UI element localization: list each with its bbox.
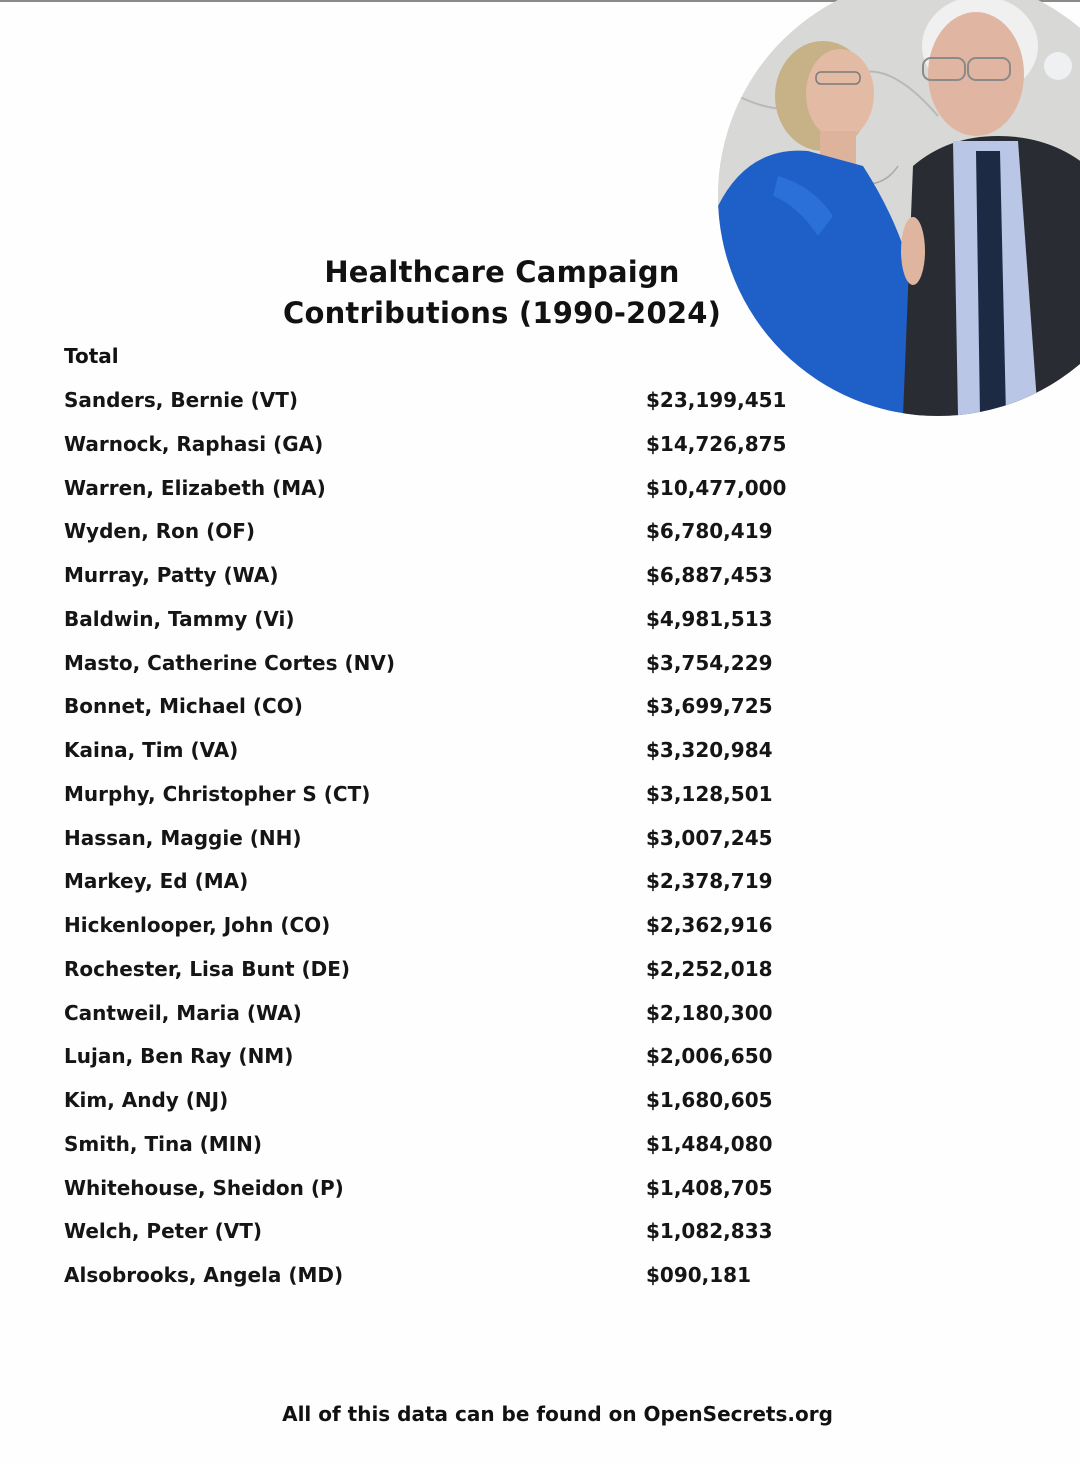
row-name: Masto, Catherine Cortes (NV) [64, 650, 395, 675]
source-footnote: All of this data can be found on OpenSecrets.org [282, 1402, 833, 1426]
title-line-2: Contributions (1990-2024) [282, 296, 722, 330]
row-amount: $090,181 [646, 1263, 752, 1287]
row-name: Welch, Peter (VT) [64, 1219, 262, 1244]
row-amount: $6,780,419 [646, 519, 773, 544]
table-row [64, 735, 824, 779]
row-name: Smith, Tina (MIN) [64, 1131, 263, 1156]
table-row [64, 1173, 824, 1217]
row-amount: $3,754,229 [646, 650, 773, 675]
table-row [64, 1129, 824, 1173]
row-amount: $1,408,705 [646, 1175, 773, 1200]
table-row [64, 604, 824, 648]
table-row [64, 1041, 824, 1085]
table-row [64, 998, 824, 1042]
row-name: Cantweil, Maria (WA) [64, 1000, 302, 1025]
row-amount: $1,484,080 [646, 1131, 773, 1156]
senators-photo [718, 0, 1080, 416]
table-row [64, 648, 824, 692]
row-name: Wyden, Ron (OF) [64, 519, 256, 544]
row-name: Sanders, Bernie (VT) [64, 388, 299, 412]
row-amount: $3,128,501 [646, 781, 773, 806]
table-row [64, 1216, 824, 1260]
row-amount: $6,887,453 [646, 563, 773, 587]
row-amount: $3,320,984 [646, 738, 773, 762]
row-amount: $2,252,018 [646, 956, 773, 981]
table-row [64, 1260, 824, 1304]
table-row [64, 516, 824, 560]
row-name: Baldwin, Tammy (Vi) [64, 606, 295, 631]
row-amount: $2,362,916 [646, 913, 773, 937]
row-name: Hickenlooper, John (CO) [64, 913, 331, 937]
table-row [64, 823, 824, 867]
table-row [64, 429, 824, 473]
row-name: Kim, Andy (NJ) [64, 1088, 229, 1112]
row-amount: $23,199,451 [646, 388, 787, 412]
row-amount: $1,082,833 [646, 1219, 773, 1244]
chart-title [0, 252, 1004, 334]
table-row [64, 1085, 824, 1129]
row-amount: $1,680,605 [646, 1088, 773, 1112]
row-name: Whitehouse, Sheidon (P) [64, 1175, 344, 1200]
row-name: Rochester, Lisa Bunt (DE) [64, 956, 351, 981]
table-row [64, 866, 824, 910]
table-row [64, 385, 824, 429]
row-name: Hassan, Maggie (NH) [64, 825, 302, 850]
row-name: Markey, Ed (MA) [64, 869, 249, 894]
row-amount: $14,726,875 [646, 431, 787, 456]
column-header-total: Total [64, 344, 119, 368]
row-name: Murphy, Christopher S (CT) [64, 781, 371, 806]
row-amount: $10,477,000 [646, 475, 787, 500]
row-name: Alsobrooks, Angela (MD) [64, 1263, 344, 1287]
table-row [64, 954, 824, 998]
table-row [64, 560, 824, 604]
title-line-1: Healthcare Campaign [324, 255, 680, 289]
row-amount: $2,006,650 [646, 1044, 773, 1069]
row-name: Lujan, Ben Ray (NM) [64, 1044, 294, 1069]
table-row [64, 779, 824, 823]
table-row [64, 473, 824, 517]
row-name: Murray, Patty (WA) [64, 563, 279, 587]
row-amount: $2,180,300 [646, 1000, 773, 1025]
row-name: Warren, Elizabeth (MA) [64, 475, 326, 500]
row-amount: $3,699,725 [646, 694, 773, 719]
row-name: Kaina, Tim (VA) [64, 738, 239, 762]
contributions-table [64, 385, 824, 1304]
row-name: Bonnet, Michael (CO) [64, 694, 303, 719]
row-name: Warnock, Raphasi (GA) [64, 431, 324, 456]
row-amount: $2,378,719 [646, 869, 773, 894]
photo-illustration [718, 0, 1080, 416]
row-amount: $4,981,513 [646, 606, 773, 631]
table-row [64, 910, 824, 954]
table-row [64, 691, 824, 735]
row-amount: $3,007,245 [646, 825, 773, 850]
